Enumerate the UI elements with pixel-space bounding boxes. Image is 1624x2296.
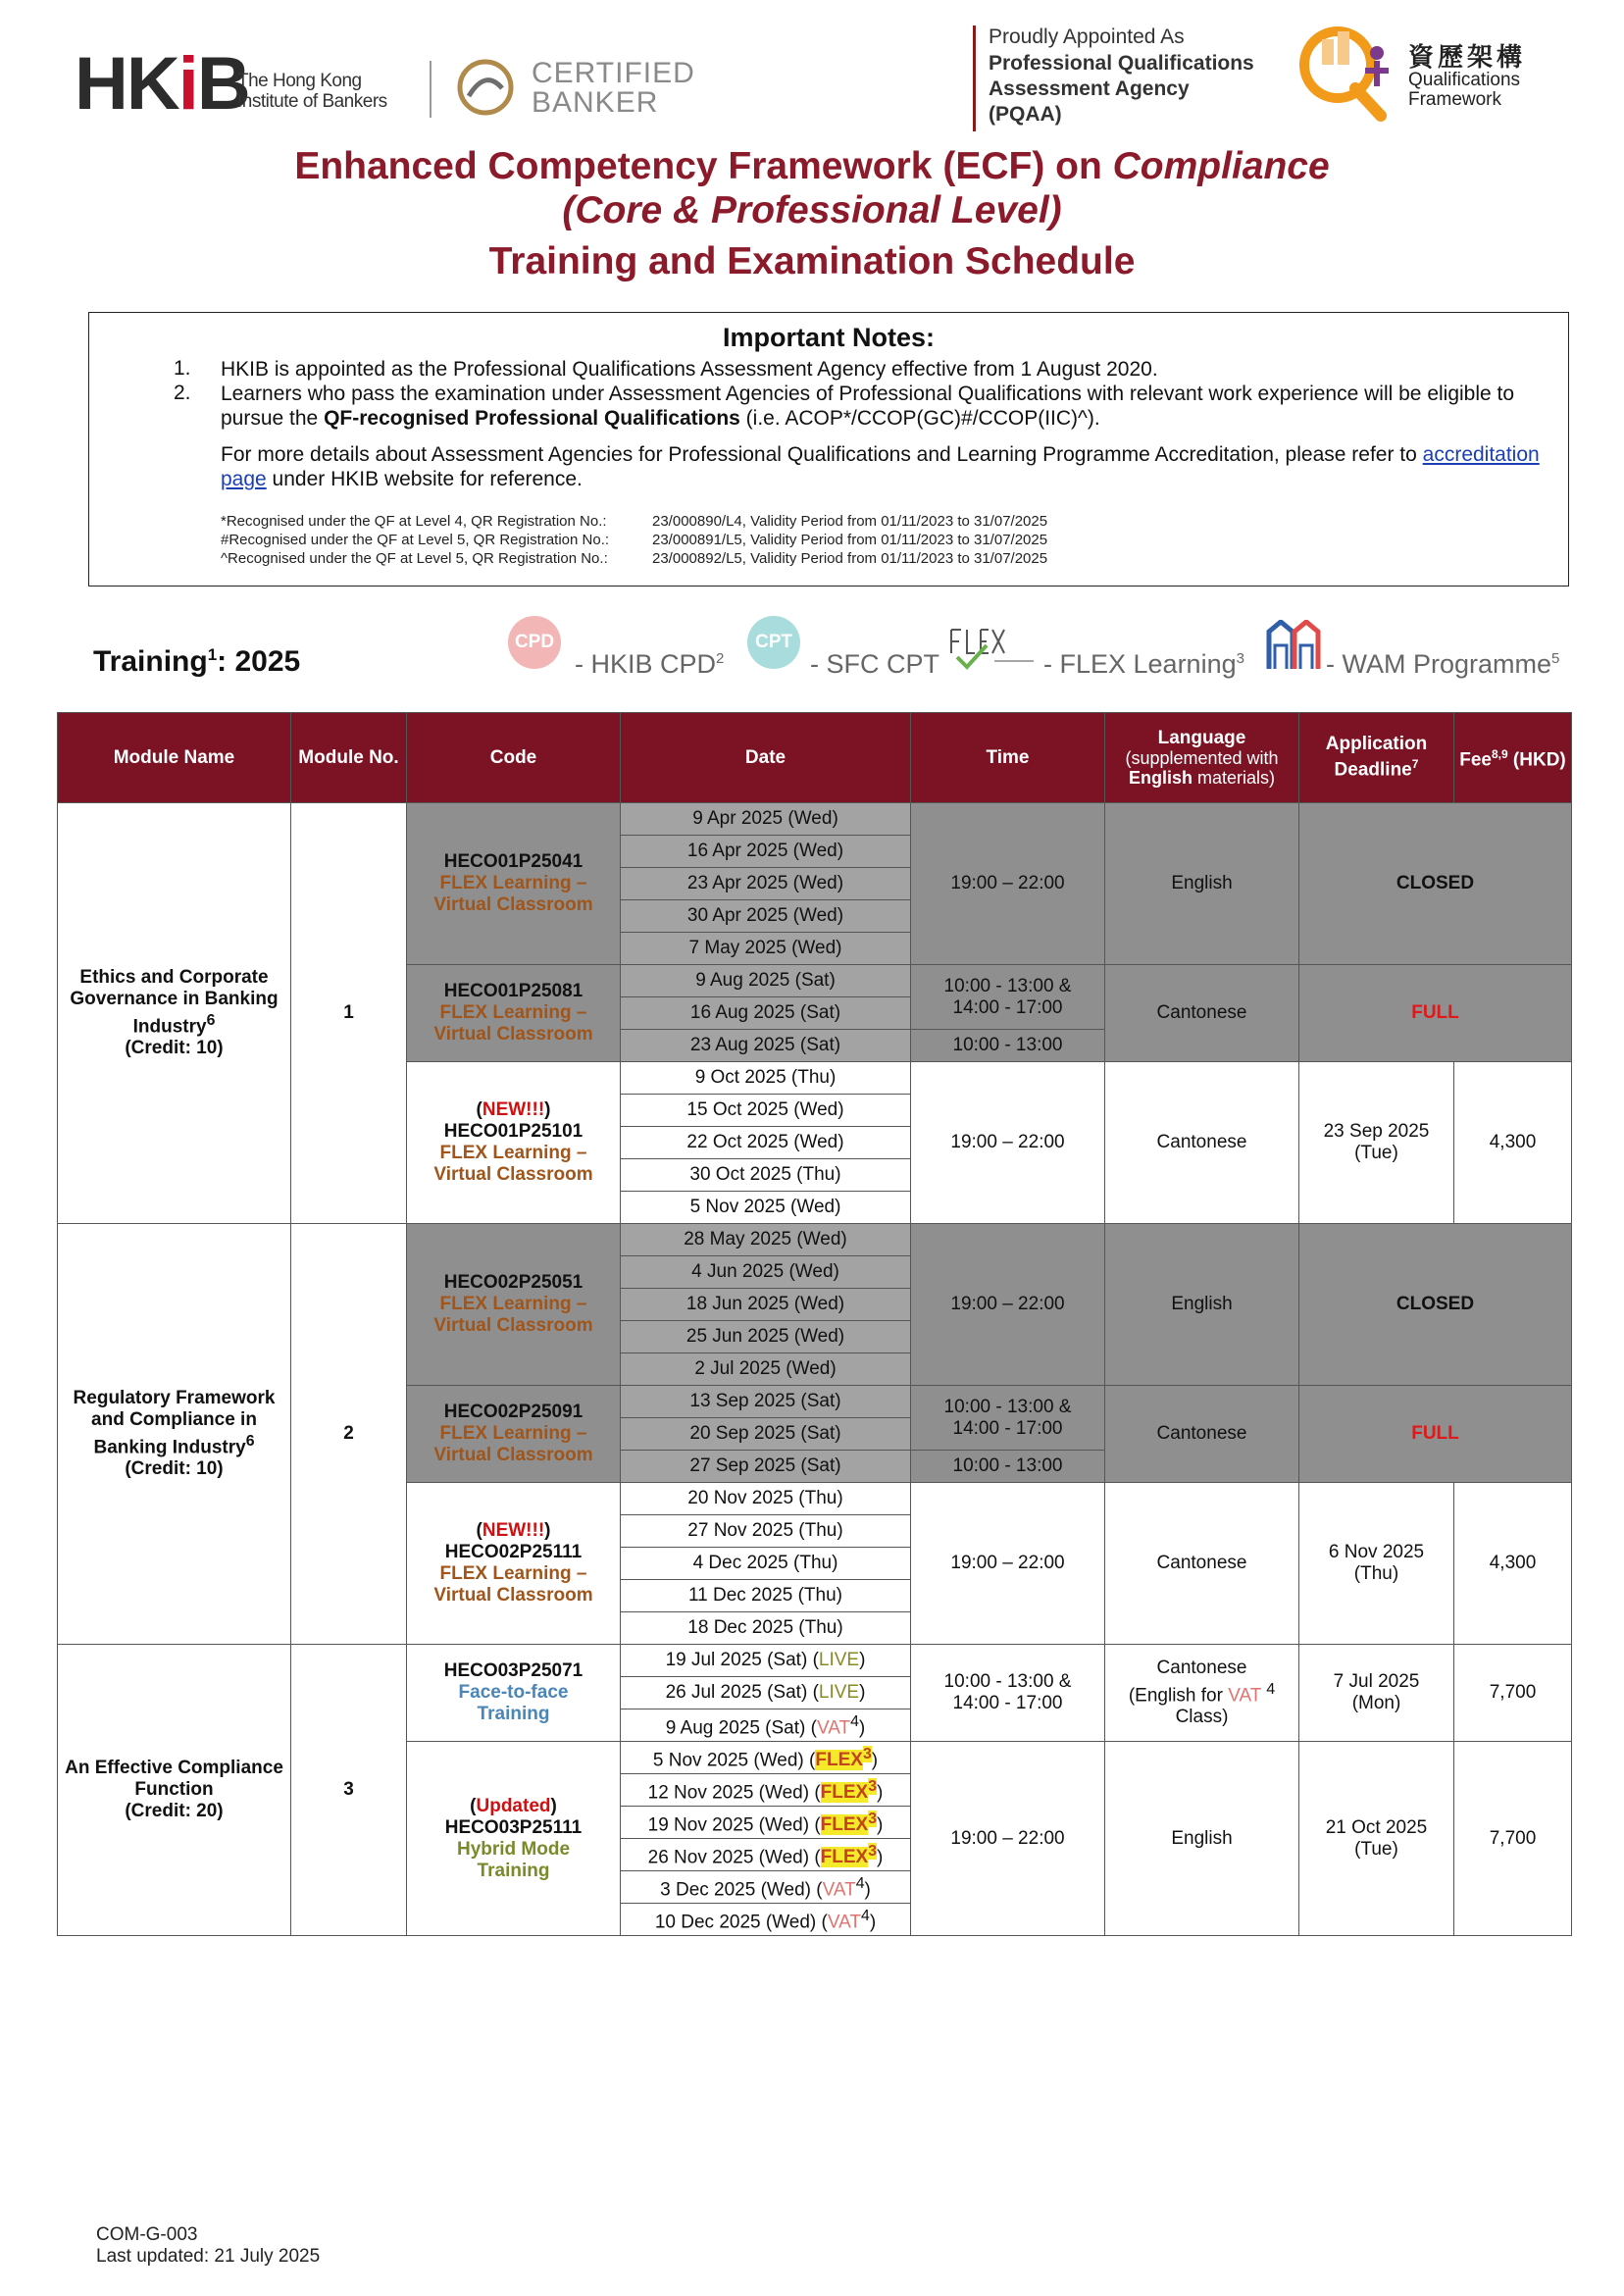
date-cell: 27 Nov 2025 (Thu) — [621, 1515, 911, 1548]
date-cell: 16 Aug 2025 (Sat) — [621, 997, 911, 1030]
col-header-language: Language (supplemented with English materials) — [1105, 713, 1299, 803]
col-header-code: Code — [407, 713, 621, 803]
table-row — [58, 1224, 1572, 1256]
date-cell: 9 Aug 2025 (Sat) (VAT$^4$) — [621, 1709, 911, 1742]
date-cell: 26 Jul 2025 (Sat) (LIVE) — [621, 1677, 911, 1709]
date-cell: 25 Jun 2025 (Wed) — [621, 1321, 911, 1353]
date-cell: 12 Nov 2025 (Wed) (FLEX$^3$) — [621, 1774, 911, 1807]
status-closed: CLOSED — [1299, 803, 1572, 965]
col-header-fee: Fee$^{8,9}$ (HKD) — [1454, 713, 1572, 803]
fee-cell: 4,300 — [1454, 1483, 1572, 1645]
header-divider — [430, 61, 431, 118]
module-3-name: An Effective Compliance Function (Credit: 20) — [58, 1645, 291, 1936]
date-cell: 15 Oct 2025 (Wed) — [621, 1095, 911, 1127]
fee-cell: 7,700 — [1454, 1645, 1572, 1742]
legend-cpt: - SFC CPT — [810, 649, 939, 679]
cpd-badge-icon: CPD — [508, 616, 561, 669]
fee-cell: 7,700 — [1454, 1742, 1572, 1936]
flex-learning-badge-icon — [947, 622, 1038, 671]
page-subtitle: Training and Examination Schedule — [488, 240, 1136, 282]
date-cell: 9 Apr 2025 (Wed) — [621, 803, 911, 836]
class-code-cell: (Updated) HECO03P25111 Hybrid Mode Training — [407, 1742, 621, 1936]
language-cell: English — [1105, 1742, 1299, 1936]
cpt-badge-icon: CPT — [747, 616, 800, 669]
date-cell: 23 Apr 2025 (Wed) — [621, 868, 911, 900]
col-header-date: Date — [621, 713, 911, 803]
important-notes-box — [88, 312, 1569, 587]
date-cell: 16 Apr 2025 (Wed) — [621, 836, 911, 868]
date-cell: 26 Nov 2025 (Wed) (FLEX$^3$) — [621, 1839, 911, 1871]
date-cell: 18 Dec 2025 (Thu) — [621, 1612, 911, 1645]
date-cell: 5 Nov 2025 (Wed) — [621, 1192, 911, 1224]
date-cell: 18 Jun 2025 (Wed) — [621, 1289, 911, 1321]
date-cell: 30 Oct 2025 (Thu) — [621, 1159, 911, 1192]
col-header-time: Time — [911, 713, 1105, 803]
fee-cell: 4,300 — [1454, 1062, 1572, 1224]
time-cell: 19:00 – 22:00 — [911, 1483, 1105, 1645]
language-cell: Cantonese — [1105, 965, 1299, 1062]
class-code-cell: HECO02P25051 FLEX Learning – Virtual Classroom — [407, 1224, 621, 1386]
date-cell: 4 Dec 2025 (Thu) — [621, 1548, 911, 1580]
page-footer — [96, 2224, 320, 2268]
language-cell: Cantonese — [1105, 1483, 1299, 1645]
date-cell: 30 Apr 2025 (Wed) — [621, 900, 911, 933]
note-footnote: *Recognised under the QF at Level 4, QR Registration No.: 23/000890/L4, Validity Period from 01/11/2023 to 31/07/2025 — [221, 513, 1048, 530]
module-1-number: 1 — [291, 803, 407, 1224]
date-cell: 10 Dec 2025 (Wed) (VAT$^4$) — [621, 1904, 911, 1936]
note-more-details: For more details about Assessment Agencies for Professional Qualifications and Learning Programme Accreditation, please refer to accreditation page under HKIB website for reference. — [221, 443, 1540, 490]
note-2-text: Learners who pass the examination under Assessment Agencies of Professional Qualifications with relevant work experience will be eligible to pursue the QF-recognised Professional Qualifications (i.e. ACOP*/CCOP(GC)#/CCOP(IIC)^). — [221, 383, 1515, 430]
accreditation-page-link[interactable]: accreditation page — [221, 443, 1540, 490]
date-cell: 4 Jun 2025 (Wed) — [621, 1256, 911, 1289]
time-cell: 10:00 - 13:00 — [911, 1030, 1105, 1062]
schedule-table — [57, 712, 1572, 1936]
time-cell: 10:00 - 13:00 — [911, 1451, 1105, 1483]
module-3-number: 3 — [291, 1645, 407, 1936]
deadline-cell: 7 Jul 2025 (Mon) — [1299, 1645, 1454, 1742]
page-header — [0, 0, 1624, 147]
table-header-row — [58, 713, 1572, 803]
hkib-logo-subtitle: The Hong Kong Institute of Bankers — [237, 71, 387, 112]
time-cell: 10:00 - 13:00 & 14:00 - 17:00 — [911, 965, 1105, 1030]
date-cell: 3 Dec 2025 (Wed) (VAT$^4$) — [621, 1871, 911, 1904]
certified-banker-logo: CERTIFIED BANKER — [532, 57, 695, 119]
note-1-number: 1. — [174, 357, 191, 380]
date-cell: 13 Sep 2025 (Sat) — [621, 1386, 911, 1418]
date-cell: 5 Nov 2025 (Wed) (FLEX$^3$) — [621, 1742, 911, 1774]
module-2-number: 2 — [291, 1224, 407, 1645]
legend-flex: - FLEX Learning$^3$ — [1043, 649, 1244, 679]
pqaa-lead: Proudly Appointed As — [989, 26, 1185, 48]
date-cell: 20 Sep 2025 (Sat) — [621, 1418, 911, 1451]
status-closed: CLOSED — [1299, 1224, 1572, 1386]
date-cell: 9 Aug 2025 (Sat) — [621, 965, 911, 997]
class-code-cell: (NEW!!!) HECO01P25101 FLEX Learning – Virtual Classroom — [407, 1062, 621, 1224]
time-cell: 10:00 - 13:00 & 14:00 - 17:00 — [911, 1645, 1105, 1742]
qualifications-framework-logo-icon — [1287, 18, 1404, 128]
hkib-logo: HKiB — [75, 42, 249, 126]
training-heading: Training$^1$: 2025 — [93, 645, 301, 678]
note-1-text: HKIB is appointed as the Professional Qualifications Assessment Agency effective from 1 August 2020. — [221, 358, 1158, 381]
legend-cpd: - HKIB CPD$^2$ — [575, 649, 725, 679]
time-cell: 19:00 – 22:00 — [911, 1224, 1105, 1386]
page-title: Enhanced Competency Framework (ECF) on Compliance — [294, 145, 1330, 187]
language-cell: English — [1105, 1224, 1299, 1386]
date-cell: 19 Nov 2025 (Wed) (FLEX$^3$) — [621, 1807, 911, 1839]
date-cell: 28 May 2025 (Wed) — [621, 1224, 911, 1256]
date-cell: 27 Sep 2025 (Sat) — [621, 1451, 911, 1483]
page-title-level: (Core & Professional Level) — [562, 189, 1062, 231]
date-cell: 19 Jul 2025 (Sat) (LIVE) — [621, 1645, 911, 1677]
date-cell: 23 Aug 2025 (Sat) — [621, 1030, 911, 1062]
class-code-cell: (NEW!!!) HECO02P25111 FLEX Learning – Virtual Classroom — [407, 1483, 621, 1645]
col-header-module-name: Module Name — [58, 713, 291, 803]
pqaa-bar — [973, 26, 976, 131]
deadline-cell: 23 Sep 2025 (Tue) — [1299, 1062, 1454, 1224]
note-footnote: ^Recognised under the QF at Level 5, QR Registration No.: 23/000892/L5, Validity Period from 01/11/2023 to 31/07/2025 — [221, 550, 1048, 567]
language-cell: Cantonese — [1105, 1062, 1299, 1224]
table-row — [58, 803, 1572, 836]
date-cell: 2 Jul 2025 (Wed) — [621, 1353, 911, 1386]
status-full: FULL — [1299, 965, 1572, 1062]
date-cell: 20 Nov 2025 (Thu) — [621, 1483, 911, 1515]
deadline-cell: 21 Oct 2025 (Tue) — [1299, 1742, 1454, 1936]
note-footnote: #Recognised under the QF at Level 5, QR Registration No.: 23/000891/L5, Validity Period from 01/11/2023 to 31/07/2025 — [221, 532, 1048, 548]
class-code-cell: HECO01P25081 FLEX Learning – Virtual Classroom — [407, 965, 621, 1062]
module-1-name: Ethics and Corporate Governance in Banking Industry$^6$ (Credit: 10) — [58, 803, 291, 1224]
col-header-module-no: Module No. — [291, 713, 407, 803]
language-cell: Cantonese (English for VAT $^4$ Class) — [1105, 1645, 1299, 1742]
date-cell: 7 May 2025 (Wed) — [621, 933, 911, 965]
document-number: COM-G-003 — [96, 2224, 198, 2245]
legend-wam: - WAM Programme$^5$ — [1326, 649, 1560, 679]
col-header-deadline: Application Deadline$^7$ — [1299, 713, 1454, 803]
class-code-cell: HECO01P25041 FLEX Learning – Virtual Classroom — [407, 803, 621, 965]
wam-programme-badge-icon — [1265, 620, 1322, 671]
table-row — [58, 1645, 1572, 1677]
time-cell: 19:00 – 22:00 — [911, 1062, 1105, 1224]
deadline-cell: 6 Nov 2025 (Thu) — [1299, 1483, 1454, 1645]
last-updated: Last updated: 21 July 2025 — [96, 2246, 321, 2267]
time-cell: 19:00 – 22:00 — [911, 1742, 1105, 1936]
date-cell: 9 Oct 2025 (Thu) — [621, 1062, 911, 1095]
pqaa-title: Professional Qualifications Assessment Agency (PQAA) — [989, 52, 1254, 126]
language-cell: Cantonese — [1105, 1386, 1299, 1483]
qf-english-name: Qualifications Framework — [1408, 70, 1521, 110]
module-2-name: Regulatory Framework and Compliance in Banking Industry$^6$ (Credit: 10) — [58, 1224, 291, 1645]
status-full: FULL — [1299, 1386, 1572, 1483]
time-cell: 10:00 - 13:00 & 14:00 - 17:00 — [911, 1386, 1105, 1451]
time-cell: 19:00 – 22:00 — [911, 803, 1105, 965]
note-2-number: 2. — [174, 382, 191, 404]
class-code-cell: HECO03P25071 Face-to-face Training — [407, 1645, 621, 1742]
date-cell: 22 Oct 2025 (Wed) — [621, 1127, 911, 1159]
class-code-cell: HECO02P25091 FLEX Learning – Virtual Classroom — [407, 1386, 621, 1483]
certified-banker-emblem-icon — [457, 59, 514, 116]
qf-chinese-name: 資歷架構 — [1408, 42, 1527, 72]
language-cell: English — [1105, 803, 1299, 965]
notes-heading: Important Notes: — [723, 323, 935, 352]
date-cell: 11 Dec 2025 (Thu) — [621, 1580, 911, 1612]
